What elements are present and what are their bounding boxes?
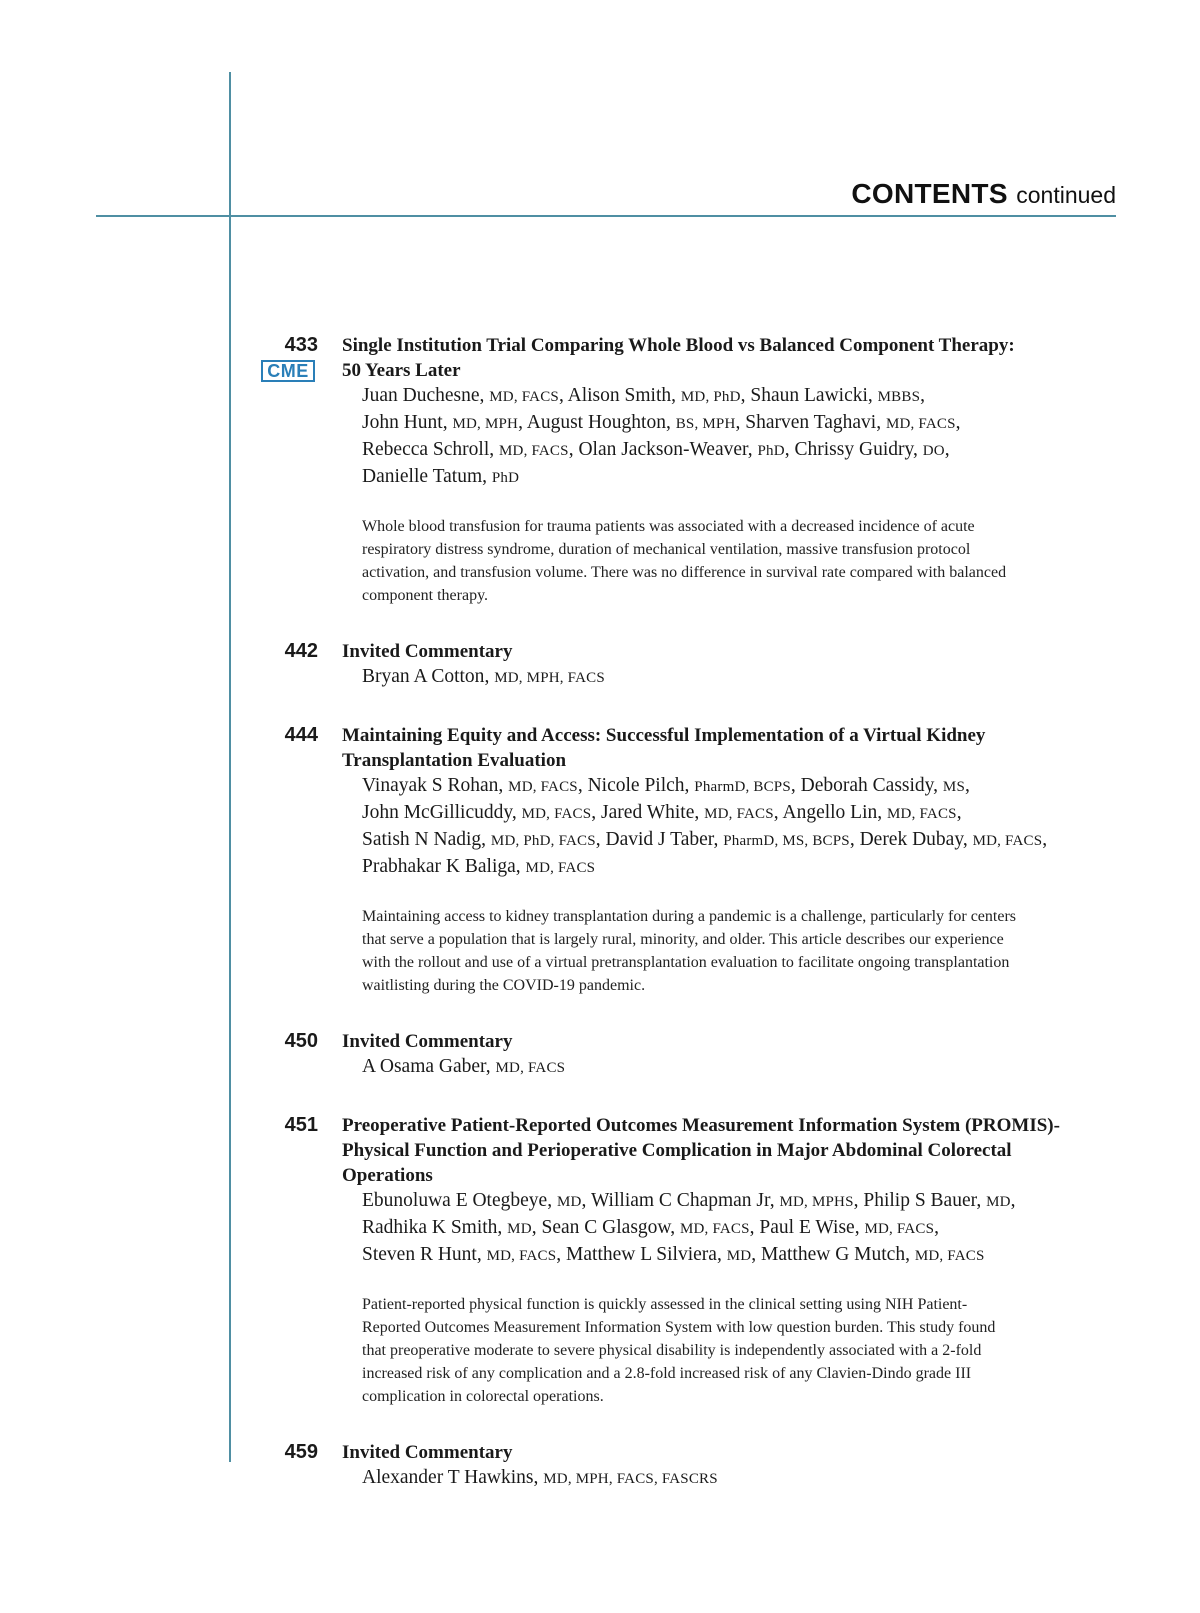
summary-line: complication in colorectal operations.: [362, 1388, 604, 1405]
author-degrees: MD, FACS: [704, 806, 774, 822]
author-degrees: DO: [922, 443, 945, 459]
author-degrees: MD, FACS: [499, 443, 569, 459]
author-degrees: MD, FACS: [679, 1221, 750, 1237]
article-summary: [362, 1293, 1102, 1408]
author-line: Bryan A Cotton, MD, MPH, FACS: [362, 666, 605, 687]
article-summary: [362, 515, 1102, 607]
author-degrees: MD, FACS: [525, 860, 596, 876]
author-degrees: MD: [556, 1194, 582, 1210]
author-degrees: MD, FACS: [521, 806, 592, 822]
title-line: Physical Function and Perioperative Complication in Major Abdominal Colorectal: [342, 1140, 1012, 1161]
summary-line: Reported Outcomes Measurement Information System with low question burden. This study found: [362, 1319, 996, 1336]
author-line: Satish N Nadig, MD, PhD, FACS, David J Taber, PharmD, MS, BCPS, Derek Dubay, MD, FACS,: [362, 829, 1048, 850]
page-number[interactable]: 451: [284, 1114, 318, 1136]
title-line: Preoperative Patient-Reported Outcomes Measurement Information System (PROMIS)-: [342, 1115, 1060, 1136]
author-name: Satish N Nadig: [362, 829, 482, 850]
author-name: Steven R Hunt: [362, 1244, 477, 1265]
author-degrees: MD, FACS: [972, 833, 1043, 849]
author-degrees: PharmD, BCPS: [694, 779, 791, 795]
summary-line: Patient-reported physical function is quickly assessed in the clinical setting using NIH Patient-: [362, 1296, 968, 1313]
author-degrees: PhD: [491, 470, 520, 486]
contents-entry: [0, 723, 1200, 997]
author-name: August Houghton: [526, 412, 666, 433]
author-name: Nicole Pilch: [587, 775, 685, 796]
page-number[interactable]: 459: [284, 1441, 318, 1463]
author-name: Alison Smith: [567, 385, 672, 406]
author-line: John Hunt, MD, MPH, August Houghton, BS, MPH, Sharven Taghavi, MD, FACS,: [362, 412, 961, 433]
author-name: Juan Duchesne: [362, 385, 480, 406]
author-line: Radhika K Smith, MD, Sean C Glasgow, MD, FACS, Paul E Wise, MD, FACS,: [362, 1217, 939, 1238]
author-degrees: MD, MPH, FACS, FASCRS: [543, 1471, 718, 1487]
author-line: Rebecca Schroll, MD, FACS, Olan Jackson-Weaver, PhD, Chrissy Guidry, DO,: [362, 439, 950, 460]
author-degrees: MD, FACS: [489, 389, 559, 405]
author-line: John McGillicuddy, MD, FACS, Jared White, MD, FACS, Angello Lin, MD, FACS,: [362, 802, 962, 823]
author-name: William C Chapman Jr: [590, 1190, 770, 1211]
author-name: Radhika K Smith: [362, 1217, 498, 1238]
author-degrees: MD, FACS: [914, 1248, 985, 1264]
cme-badge: CME: [261, 360, 315, 382]
article-title[interactable]: [342, 1440, 1102, 1465]
contents-entry: [0, 1440, 1200, 1492]
article-title[interactable]: [342, 1113, 1102, 1188]
author-name: Danielle Tatum: [362, 466, 483, 487]
author-name: John Hunt: [362, 412, 443, 433]
author-name: Matthew L Silviera: [566, 1244, 717, 1265]
entry-spacer: [0, 691, 1200, 723]
author-degrees: MD, PhD: [680, 389, 741, 405]
author-name: Jared White: [601, 802, 695, 823]
author-line: Danielle Tatum, PhD: [362, 466, 520, 487]
author-name: Shaun Lawicki: [750, 385, 868, 406]
page-number[interactable]: 450: [284, 1030, 318, 1052]
author-degrees: MD: [507, 1221, 532, 1237]
author-line: Steven R Hunt, MD, FACS, Matthew L Silviera, MD, Matthew G Mutch, MD, FACS: [362, 1244, 985, 1265]
author-name: Derek Dubay: [859, 829, 963, 850]
author-degrees: MBBS: [877, 389, 921, 405]
title-line: Operations: [342, 1165, 433, 1186]
author-name: Chrissy Guidry: [794, 439, 913, 460]
author-degrees: MD, FACS: [887, 806, 957, 822]
author-name: David J Taber: [605, 829, 714, 850]
header-contents: CONTENTS: [851, 178, 1008, 209]
entry-spacer: [0, 1408, 1200, 1440]
author-degrees: MD, FACS: [508, 779, 578, 795]
author-list: [362, 1465, 1122, 1492]
author-degrees: MD: [986, 1194, 1011, 1210]
title-line: Single Institution Trial Comparing Whole Blood vs Balanced Component Therapy:: [342, 335, 1015, 356]
author-degrees: PharmD, MS, BCPS: [723, 833, 850, 849]
summary-line: Maintaining access to kidney transplantation during a pandemic is a challenge, particularly for centers: [362, 908, 1016, 925]
author-degrees: MD, FACS: [885, 416, 956, 432]
author-line: Vinayak S Rohan, MD, FACS, Nicole Pilch, PharmD, BCPS, Deborah Cassidy, MS,: [362, 775, 970, 796]
title-line: Invited Commentary: [342, 641, 513, 662]
author-name: Prabhakar K Baliga: [362, 856, 516, 877]
author-degrees: MD, FACS: [495, 1060, 566, 1076]
author-name: Vinayak S Rohan: [362, 775, 499, 796]
author-name: John McGillicuddy: [362, 802, 512, 823]
title-line: Invited Commentary: [342, 1442, 513, 1463]
page-number[interactable]: 444: [284, 724, 318, 746]
title-line: Maintaining Equity and Access: Successful Implementation of a Virtual Kidney: [342, 725, 986, 746]
author-name: Rebecca Schroll: [362, 439, 490, 460]
author-line: Alexander T Hawkins, MD, MPH, FACS, FASCRS: [362, 1467, 718, 1488]
author-degrees: MD, FACS: [486, 1248, 557, 1264]
author-line: A Osama Gaber, MD, FACS: [362, 1056, 566, 1077]
contents-entry: [0, 1029, 1200, 1081]
author-degrees: MD, FACS: [864, 1221, 935, 1237]
author-name: A Osama Gaber: [362, 1056, 486, 1077]
title-line: Transplantation Evaluation: [342, 750, 567, 771]
author-name: Sharven Taghavi: [745, 412, 877, 433]
author-name: Angello Lin: [782, 802, 878, 823]
page-number[interactable]: 433: [284, 334, 318, 356]
author-name: Paul E Wise: [759, 1217, 855, 1238]
author-name: Alexander T Hawkins: [362, 1467, 534, 1488]
summary-line: activation, and transfusion volume. There was no difference in survival rate compared with balanced: [362, 564, 1007, 581]
summary-line: increased risk of any complication and a 2.8-fold increased risk of any Clavien-Dindo grade III: [362, 1365, 972, 1382]
page-number[interactable]: 442: [284, 640, 318, 662]
contents-entry: [0, 333, 1200, 607]
horizontal-rule: [96, 215, 1116, 217]
entry-spacer: [0, 1081, 1200, 1113]
page-header: [851, 178, 1116, 210]
summary-line: that serve a population that is largely rural, minority, and older. This article describes our experience: [362, 931, 1004, 948]
author-name: Ebunoluwa E Otegbeye: [362, 1190, 548, 1211]
author-name: Matthew G Mutch: [761, 1244, 906, 1265]
author-degrees: MD, MPHS: [779, 1194, 854, 1210]
summary-line: waitlisting during the COVID-19 pandemic.: [362, 977, 646, 994]
article-title[interactable]: [342, 1029, 1102, 1054]
author-line: Juan Duchesne, MD, FACS, Alison Smith, MD, PhD, Shaun Lawicki, MBBS,: [362, 385, 926, 406]
author-name: Philip S Bauer: [863, 1190, 977, 1211]
author-degrees: PhD: [757, 443, 785, 459]
article-summary: [362, 905, 1102, 997]
author-name: Sean C Glasgow: [541, 1217, 671, 1238]
author-degrees: BS, MPH: [675, 416, 736, 432]
contents-entry: [0, 1113, 1200, 1408]
entry-spacer: [0, 607, 1200, 639]
article-title[interactable]: [342, 639, 1102, 664]
author-line: Ebunoluwa E Otegbeye, MD, William C Chapman Jr, MD, MPHS, Philip S Bauer, MD,: [362, 1190, 1016, 1211]
contents-entry: [0, 639, 1200, 691]
summary-line: component therapy.: [362, 587, 489, 604]
entry-spacer: [0, 997, 1200, 1029]
author-list: [362, 664, 1122, 691]
author-list: [362, 383, 1122, 491]
title-line: Invited Commentary: [342, 1031, 513, 1052]
author-list: [362, 1188, 1122, 1269]
author-degrees: MS: [942, 779, 965, 795]
summary-line: Whole blood transfusion for trauma patients was associated with a decreased incidence of acute: [362, 518, 975, 535]
article-title[interactable]: [342, 333, 1102, 383]
author-name: Olan Jackson-Weaver: [578, 439, 748, 460]
summary-line: with the rollout and use of a virtual pretransplantation evaluation to facilitate ongoing transplantation: [362, 954, 1010, 971]
author-name: Bryan A Cotton: [362, 666, 485, 687]
author-degrees: MD, MPH: [452, 416, 519, 432]
title-line: 50 Years Later: [342, 360, 461, 381]
author-degrees: MD: [726, 1248, 752, 1264]
author-line: Prabhakar K Baliga, MD, FACS: [362, 856, 596, 877]
author-list: [362, 1054, 1122, 1081]
author-degrees: MD, PhD, FACS: [490, 833, 596, 849]
summary-line: respiratory distress syndrome, duration of mechanical ventilation, massive transfusion protocol: [362, 541, 971, 558]
header-continued: continued: [1016, 182, 1116, 208]
article-title[interactable]: [342, 723, 1102, 773]
author-degrees: MD, MPH, FACS: [494, 670, 605, 686]
contents-list: [0, 333, 1200, 1492]
author-name: Deborah Cassidy: [800, 775, 934, 796]
summary-line: that preoperative moderate to severe physical disability is independently associated with a 2-fold: [362, 1342, 982, 1359]
author-list: [362, 773, 1122, 881]
